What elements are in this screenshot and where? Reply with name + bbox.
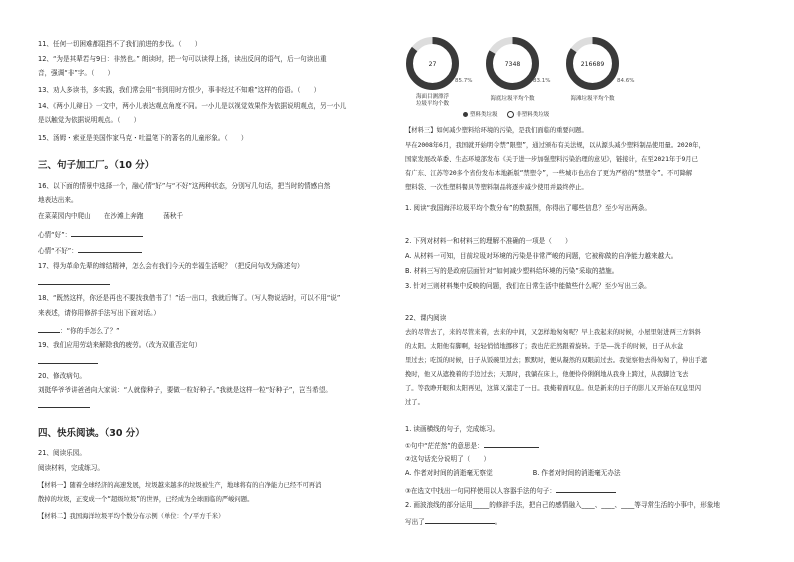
passage-line6: 过了。 bbox=[405, 399, 424, 406]
caption-line: 垃圾平均个数 bbox=[415, 101, 449, 107]
caption-line: 海底垃圾平均个数 bbox=[490, 96, 535, 102]
question-22: 22、课内阅读 bbox=[405, 314, 447, 322]
comprehension-2-line2: 写出了 bbox=[405, 518, 425, 526]
answer-line-20[interactable] bbox=[38, 400, 90, 408]
question-12-line2: 音，强调“非”字。（ ） bbox=[38, 69, 115, 77]
donut-caption bbox=[555, 96, 630, 103]
donut-percent: 85.7% bbox=[455, 78, 473, 84]
donut-percent: 83.1% bbox=[533, 78, 551, 84]
comprehension-option-b: B. 作者对时间的消逝毫无办法 bbox=[532, 469, 621, 477]
question-18-line1: 18、“既然这样，你还是再也不要找我借书了！”话一出口，我就后悔了。（写人物说话时，可以不用“说” bbox=[38, 294, 341, 302]
question-18-line2: 来表述，请你用修辞手法写出下面对话。） bbox=[38, 309, 160, 317]
material-3-line1: 早在2008年6月，我国就开始明令禁“限塑”，通过颁布有关法规，以从源头减少塑料制品使用量。2020年， bbox=[405, 142, 705, 149]
material-3-line2: 国家发展改革委、生态环境部发布《关于进一步加强塑料污染治理的意见》，链接计，在至2021年于9月已 bbox=[405, 156, 698, 163]
chart-legend bbox=[463, 110, 549, 118]
mood-bad-answer-line[interactable] bbox=[78, 245, 142, 253]
comprehension-1c: ③在选文中找出一句同样使用以人容器手法的句子： bbox=[405, 487, 556, 495]
answer-line-2[interactable] bbox=[425, 516, 495, 524]
donut-caption bbox=[475, 96, 550, 103]
answer-line-1a[interactable] bbox=[484, 440, 539, 448]
question-20-sentence: 刘挺华爷爷讲爸爸向大家说：“人就像种子，要做一粒好种子。”我就是这样一粒“好种子”，岂当希望。 bbox=[38, 386, 332, 394]
answer-line-18[interactable] bbox=[38, 325, 60, 333]
question-19-answer bbox=[38, 356, 98, 367]
passage-line4: 挽时，他又从遮挽着的手边过去；天黑时，我躺在床上，他便伶伶俐俐地从我身上跨过，从我脚边飞去 bbox=[405, 371, 689, 378]
mood-good-answer-line[interactable] bbox=[71, 229, 143, 237]
question-12-line1: 12、“为是其辈若与9日：非然也。” 朗读时，把一句可以读得上扬，读出反问的语气，后一句读出重 bbox=[38, 55, 327, 63]
section-3-heading: 三、句子加工厂。（10 分） bbox=[38, 160, 155, 171]
mood-bad-label: 心情“不好”： bbox=[38, 247, 78, 255]
section-4-heading: 四、快乐阅读。（30 分） bbox=[38, 428, 145, 439]
passage-line1: 去的尽管去了，来的尽管来着，去来的中间，又怎样地匆匆呢？早上我起来的时候，小屋里射进两三方斜斜 bbox=[405, 329, 701, 336]
donut-caption bbox=[395, 94, 470, 108]
material-3-line4: 塑料袋、一次性塑料餐具等塑料制品将逐步减少使用并最终停止。 bbox=[405, 184, 588, 191]
passage-line3: 里过去；吃饭的时候，日子从饭碗里过去；默默时，便从凝然的双眼前过去。我觉察他去得匆匆了，伸出手遮 bbox=[405, 357, 708, 364]
question-16-line1: 16、以下面的情景中选择一个，融心情“好”与“不好”这两种状态，分别写几句话，把当时的情感自然 bbox=[38, 182, 331, 190]
question-17: 17、得为革命先辈的缔结精神，怎么会有我们今天的幸福生活呢？（把反问句改为陈述句） bbox=[38, 262, 304, 270]
period: 。 bbox=[494, 518, 502, 526]
comprehension-options-row bbox=[405, 469, 621, 478]
question-18-quote: ：“你的手怎么了？” bbox=[60, 327, 120, 335]
question-20-answer bbox=[38, 400, 90, 411]
comprehension-1a: ①句中“茫茫然”的意思是： bbox=[405, 442, 484, 450]
reading-question-1: 1. 阅读“我国海洋垃圾平均个数分布”的数据图，你得出了哪些信息？至少写出两条。 bbox=[405, 204, 651, 212]
comprehension-2-line1: 2. 画波浪线的部分运用_____的修辞手法，把自己的感情融入____、____、____等寻常生活的小事中，形象地 bbox=[405, 501, 720, 509]
caption-line: 海面目测漂浮 bbox=[415, 94, 449, 100]
legend-label: 塑料类垃圾 bbox=[470, 112, 498, 118]
question-11: 11、任何一切困难都阻挡不了我们前进的步伐。（ ） bbox=[38, 40, 202, 48]
question-16-line2: 地表达出来。 bbox=[38, 196, 78, 204]
legend-swatch-plastic bbox=[463, 112, 468, 117]
reading-option-b: B. 材料三写的是政府层面针对“如何减少塑料给环境的污染”采取的措施。 bbox=[405, 267, 619, 275]
question-21-instruction: 阅读材料，完成练习。 bbox=[38, 464, 104, 472]
question-16-scenes: 在菜菜园内中爬山 在沙滩上奔跑 荡秋千 bbox=[38, 212, 184, 220]
passage-line2: 的太阳。太阳他有脚啊，轻轻悄悄地挪移了；我也茫茫然跟着旋转。于是——洗手的时候，日子从水盆 bbox=[405, 343, 684, 350]
material-1-line1: 【材料一】随着全球经济的高速发展，垃圾越来越多的垃圾被生产，地球将有的自净能力已经不可再消 bbox=[38, 482, 322, 489]
donut-value: 7348 bbox=[504, 61, 521, 68]
donut-percent: 84.6% bbox=[617, 78, 635, 84]
question-17-answer bbox=[38, 277, 110, 288]
donut-value: 27 bbox=[428, 61, 437, 68]
comprehension-1: 1. 读画横线的句子，完成练习。 bbox=[405, 425, 500, 433]
question-14-line1: 14、《两小儿辩日》一文中，两小儿表达观点角度不同。一小儿是以视觉效果作为依据说明观点，另一小儿 bbox=[38, 102, 347, 110]
comprehension-1b: ②这句话充分说明了（ ） bbox=[405, 455, 491, 463]
legend-swatch-other bbox=[507, 111, 514, 118]
material-3-title: 【材料三】如何减少塑料给环境的污染，是我们面临的重要问题。 bbox=[405, 127, 588, 134]
comprehension-1a-row bbox=[405, 440, 539, 451]
comprehension-option-a: A. 作者对时间的消逝毫无察觉 bbox=[405, 469, 493, 477]
question-19: 19、我们应用劳动来解除我的疲劳。（改为双重否定句） bbox=[38, 341, 202, 349]
mood-good-label: 心情“好”： bbox=[38, 231, 72, 239]
mood-good-row bbox=[38, 229, 143, 240]
material-1-line2: 散掉的垃圾，正变成一个“超级垃圾”的世界，已经成为全球面临的严峻问题。 bbox=[38, 496, 254, 503]
reading-option-a: A. 从材料一可知，目前垃圾对环境的污染是非常严峻的问题，它被称做的自净能力越来越大。 bbox=[405, 252, 678, 260]
donut-value: 216689 bbox=[580, 61, 605, 68]
caption-line: 海滩垃圾平均个数 bbox=[570, 96, 615, 102]
reading-question-3: 3. 针对三则材料集中反映的问题，我们在日常生活中能做些什么呢？至少写出三条。 bbox=[405, 282, 651, 290]
answer-line-19[interactable] bbox=[38, 356, 98, 364]
mood-bad-row bbox=[38, 245, 142, 256]
reading-question-2: 2. 下列对材料一和材料三的理解不准确的一项是（ ） bbox=[405, 237, 572, 245]
material-3-line3: 有广东、江苏等20多个省份发布本地新版“禁塑令”，一些城市也出台了更为严格的“禁塑令”。不可降解 bbox=[405, 170, 693, 177]
question-20: 20、修改病句。 bbox=[38, 372, 86, 380]
passage-line5: 了。等我睁开眼和太阳再见，这算又溜走了一日。我掩着面叹息。但是新来的日子的影儿又开始在叹息里闪 bbox=[405, 385, 701, 392]
question-15: 15、汤姆・索亚是美国作家马克・吐温笔下的著名的儿童形象。（ ） bbox=[38, 134, 248, 142]
question-13: 13、劝人多读书，多实践，我们常会用“书到用时方恨少，事非经过不知难”这样的俗语。（ ） bbox=[38, 86, 321, 94]
question-18-dialogue bbox=[38, 325, 120, 336]
answer-line-17[interactable] bbox=[38, 277, 110, 285]
comprehension-2-line2-row bbox=[405, 516, 501, 527]
material-2-title: 【材料二】我国海洋垃圾平均个数分布示例（单位：个/平方千米） bbox=[38, 513, 225, 520]
question-21: 21、阅读乐园。 bbox=[38, 449, 86, 457]
comprehension-1c-row bbox=[405, 485, 616, 496]
question-14-line2: 是以触觉为依据说明观点。（ ） bbox=[38, 116, 141, 124]
answer-line-1c[interactable] bbox=[556, 485, 616, 493]
legend-label: 非塑料类垃圾 bbox=[516, 112, 550, 118]
